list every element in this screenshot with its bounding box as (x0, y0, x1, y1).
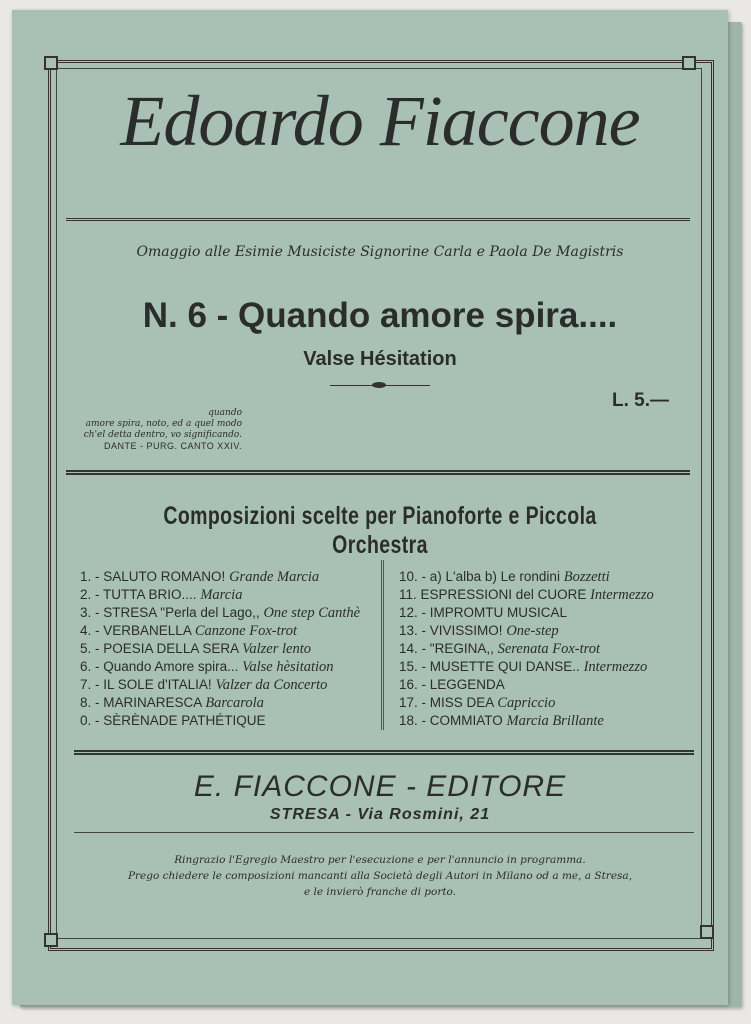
price: L. 5.— (612, 390, 670, 411)
catalog-item-genre: Serenata Fox-trot (497, 641, 601, 657)
catalog-item-genre: Intermezzo (590, 587, 654, 603)
catalog-item-number: 0. - (80, 713, 100, 728)
catalog-item-title: Quando Amore spira... (103, 659, 239, 674)
catalog-item (80, 640, 360, 658)
catalog-list-left (80, 568, 360, 730)
composer-name: Edoardo Fiaccone (120, 81, 640, 161)
catalog-item-number: 13. - (399, 623, 427, 638)
quote-line: amore spira, noto, ed a quel modo (85, 419, 242, 429)
catalog-item-number: 1. - (80, 569, 100, 584)
catalog-list-right (399, 568, 654, 730)
corner-ornament (44, 56, 58, 70)
footer-line: Ringrazio l'Egregio Maestro per l'esecuzione e per l'annuncio in programma. (174, 854, 586, 866)
catalog-item (80, 694, 360, 712)
catalog-item-title: IL SOLE d'ITALIA! (103, 677, 212, 692)
catalog-item-genre: Capriccio (497, 695, 556, 711)
catalog-item-title: STRESA "Perla del Lago,, (103, 605, 260, 620)
piece-subtitle: Valse Hésitation (303, 348, 457, 370)
catalog-item-title: ESPRESSIONI del CUORE (420, 587, 587, 602)
column-divider (381, 560, 384, 730)
catalog-item (80, 676, 360, 694)
catalog-item (399, 568, 654, 586)
catalog-item-title: SÈRÈNADE PATHÉTIQUE (103, 713, 266, 728)
catalog-item-title: "REGINA,, (429, 641, 494, 656)
publisher: E. FIACCONE - EDITORE (193, 770, 567, 803)
catalog-item-genre: One-step (506, 623, 559, 639)
catalog-item (80, 622, 360, 640)
catalog-item-number: 16. - (399, 677, 427, 692)
catalog-item-title: COMMIATO (429, 713, 503, 728)
catalog-item-genre: Bozzetti (563, 569, 610, 585)
catalog-item-number: 14. - (399, 641, 427, 656)
catalog-item-title: IMPROMTU MUSICAL (429, 605, 568, 620)
catalog-item-number: 17. - (399, 695, 427, 710)
catalog-item-genre: Valzer lento (242, 641, 311, 657)
catalog-item (399, 622, 654, 640)
catalog-item-number: 12. - (399, 605, 427, 620)
catalog-item-genre: Valzer da Concerto (215, 677, 328, 693)
catalog-item (399, 712, 654, 730)
catalog-item-number: 4. - (80, 623, 100, 638)
catalog-item-title: MUSETTE QUI DANSE.. (429, 659, 580, 674)
catalog-item-number: 8. - (80, 695, 100, 710)
catalog-item-title: VIVISSIMO! (429, 623, 503, 638)
dedication: Omaggio alle Esimie Musiciste Signorine Carla e Paola De Magistris (136, 244, 624, 260)
divider (66, 218, 690, 221)
catalog-item-title: LEGGENDA (429, 677, 505, 692)
footer-line: Prego chiedere le composizioni mancanti alla Società degli Autori in Milano od a me, a Stresa, (127, 870, 633, 882)
catalog-item-title: a) L'alba b) Le rondini (429, 569, 560, 584)
catalog-item-number: 6. - (80, 659, 100, 674)
catalog-item-genre: One step Canthè (263, 605, 361, 621)
catalog-item (80, 586, 360, 604)
quote-line: ch'el detta dentro, vo significando. (83, 430, 242, 440)
catalog-item-number: 15. - (399, 659, 427, 674)
quote-citation: DANTE - PURG. CANTO XXIV. (103, 441, 242, 451)
catalog-item-number: 2. - (80, 587, 100, 602)
catalog-item-number: 18. - (399, 713, 427, 728)
catalog-item-number: 7. - (80, 677, 100, 692)
dante-quote (72, 408, 242, 452)
quote-line: quando (208, 408, 242, 418)
catalog-item-title: SALUTO ROMANO! (103, 569, 226, 584)
footer-note (60, 852, 700, 900)
catalog-item-title: MISS DEA (429, 695, 494, 710)
catalog-item-number: 10. - (399, 569, 427, 584)
catalog-item (80, 712, 360, 730)
catalog-item (399, 586, 654, 604)
corner-ornament (682, 56, 696, 70)
catalog-item (80, 568, 360, 586)
corner-ornament (700, 925, 714, 939)
catalog-item-genre: Valse hèsitation (242, 659, 334, 675)
footer-line: e le invierò franche di porto. (303, 886, 457, 898)
divider (74, 832, 694, 833)
catalog-item-genre: Intermezzo (583, 659, 648, 675)
catalog-item-genre: Canzone Fox-trot (194, 623, 298, 639)
corner-ornament (44, 933, 58, 947)
catalog-item-number: 11. (399, 587, 417, 602)
catalog-item (80, 604, 360, 622)
catalog-item-title: MARINARESCA (103, 695, 202, 710)
catalog-item-title: POESIA DELLA SERA (103, 641, 239, 656)
catalog-item (80, 658, 360, 676)
catalog-item-number: 5. - (80, 641, 100, 656)
catalog-item (399, 676, 654, 694)
publisher-address: STRESA - Via Rosmini, 21 (269, 806, 491, 823)
catalog-item-title: VERBANELLA (103, 623, 192, 638)
piece-title: N. 6 - Quando amore spira.... (142, 296, 618, 335)
catalog-item-genre: Marcia Brillante (506, 713, 604, 729)
divider (74, 750, 694, 755)
catalog-item-genre: Barcarola (205, 695, 264, 711)
divider (66, 470, 690, 475)
catalog-item (399, 640, 654, 658)
ornament-icon (372, 382, 386, 388)
catalog-item (399, 604, 654, 622)
catalog-item-genre: Marcia (200, 587, 243, 603)
catalog-item-title: TUTTA BRIO.... (103, 587, 197, 602)
catalog-item-number: 3. - (80, 605, 100, 620)
catalog-heading: Composizioni scelte per Pianoforte e Piccola Orchestra (163, 502, 597, 559)
catalog-item (399, 694, 654, 712)
catalog-item-genre: Grande Marcia (229, 569, 320, 585)
catalog-item (399, 658, 654, 676)
